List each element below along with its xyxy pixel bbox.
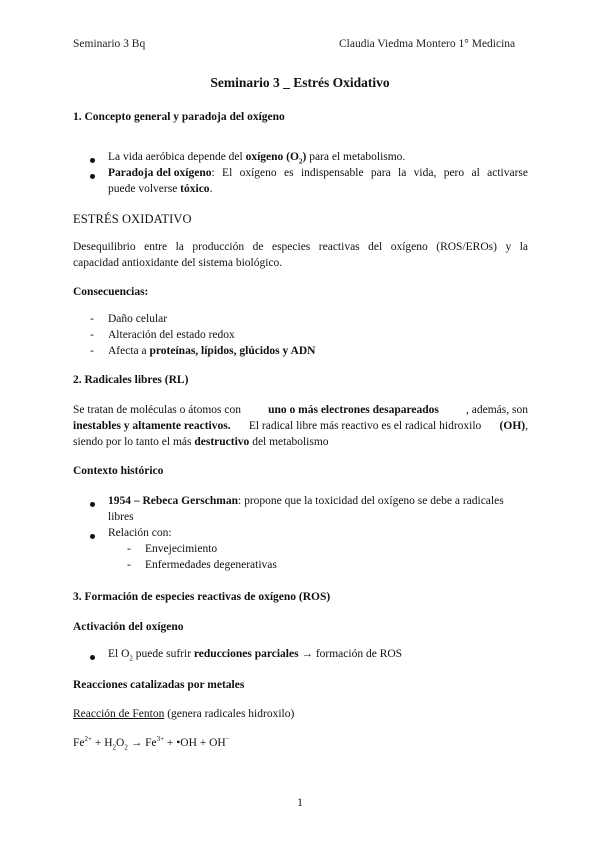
- header-left: Seminario 3 Bq: [73, 38, 146, 50]
- fenton-link: Reacción de Fenton: [73, 708, 165, 720]
- bullet-icon: [90, 655, 95, 660]
- list-item: 1954 – Rebeca Gerschman: propone que la toxicidad del oxígeno se debe a radicales: [108, 495, 504, 507]
- fenton-line: Reacción de Fenton (genera radicales hidroxilo): [73, 708, 295, 720]
- estres-heading: ESTRÉS OXIDATIVO: [73, 212, 192, 226]
- section-2-paragraph-line2: inestables y altamente reactivos. El radical libre más reactivo es el radical hidroxilo (OH),: [73, 420, 528, 432]
- header-right: Claudia Viedma Montero 1° Medicina: [339, 38, 516, 50]
- bullet-icon: [90, 502, 95, 507]
- list-item-continuation: libres: [108, 511, 134, 523]
- contexto-heading: Contexto histórico: [73, 465, 164, 477]
- section-3-heading: 3. Formación de especies reactivas de oxígeno (ROS): [73, 591, 331, 603]
- section-2-paragraph-line3: siendo por lo tanto el más destructivo del metabolismo: [73, 436, 329, 448]
- sub-list-item: Envejecimiento: [145, 543, 218, 555]
- consecuencias-heading: Consecuencias:: [73, 286, 149, 298]
- page-title: Seminario 3 _ Estrés Oxidativo: [210, 75, 390, 90]
- activacion-heading: Activación del oxígeno: [73, 621, 184, 633]
- list-item-continuation: puede volverse tóxico.: [108, 183, 213, 195]
- fenton-equation: $Fe^{2+} + H_2O_2 \to Fe^{3+}$ + •OH + OH−: [73, 735, 230, 752]
- list-item: La vida aeróbica depende del oxígeno $(O_2)$ para el metabolismo.: [108, 151, 406, 166]
- list-item: Afecta a proteínas, lípidos, glúcidos y ADN: [108, 345, 316, 357]
- estres-paragraph-line1: Desequilibrio entre la producción de especies reactivas del oxígeno (ROS/EROs) y la: [73, 241, 528, 253]
- section-1-heading: 1. Concepto general y paradoja del oxígeno: [73, 111, 285, 123]
- bullet-icon: [90, 534, 95, 539]
- section-2-paragraph-line1: Se tratan de moléculas o átomos con uno o más electrones desapareados , además, son: [73, 404, 528, 416]
- sub-list-item: Enfermedades degenerativas: [145, 559, 277, 571]
- bullet-icon: [90, 174, 95, 179]
- estres-paragraph-line2: capacidad antioxidante del sistema biológico.: [73, 257, 283, 269]
- reacciones-heading: Reacciones catalizadas por metales: [73, 679, 245, 691]
- section-2-heading: 2. Radicales libres (RL): [73, 374, 189, 386]
- page-number: 1: [297, 797, 303, 809]
- bullet-icon: [90, 158, 95, 163]
- list-item: Alteración del estado redox: [108, 329, 235, 341]
- list-item: Relación con:: [108, 527, 172, 539]
- list-item: Paradoja del oxígeno : El oxígeno es indispensable para la vida, pero al activarse: [108, 167, 528, 179]
- list-item: Daño celular: [108, 313, 168, 325]
- list-item: El $O_2$ puede sufrir reducciones parciales → formación de ROS: [108, 648, 403, 663]
